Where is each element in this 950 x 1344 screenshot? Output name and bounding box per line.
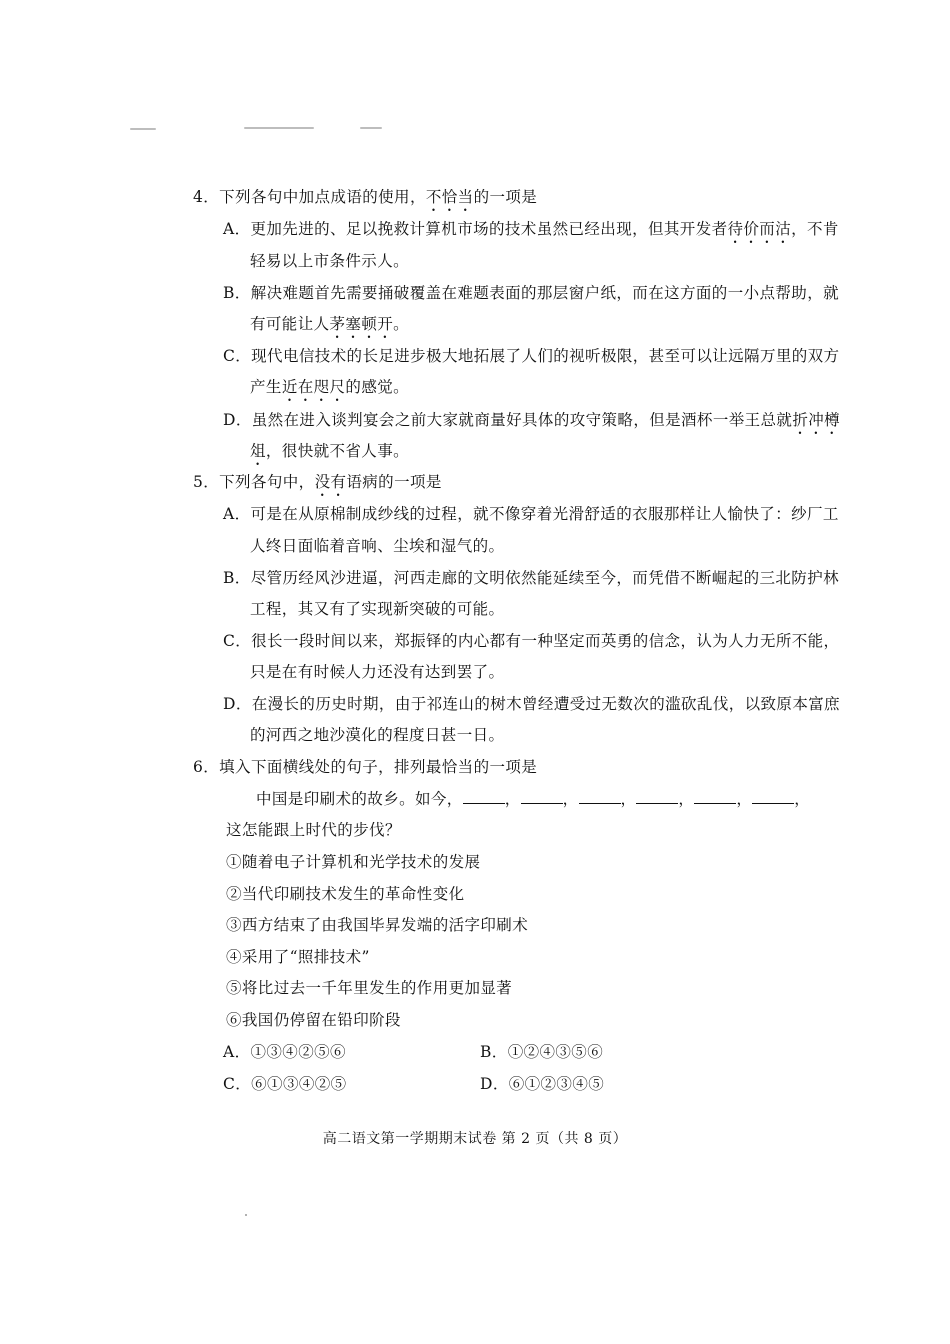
question-6-choice-c: C．⑥①③④②⑤ [223,1075,347,1093]
question-5-option-b: B．尽管历经风沙进逼，河西走廊的文明依然能延续至今，而凭借不断崛起的三北防护林 [223,569,839,587]
emphasis-text: 没有 [314,473,347,491]
question-6-passage-end: 这怎能跟上时代的步伐？ [226,821,401,839]
question-5-stem: 5．下列各句中，没有语病的一项是 [193,473,442,491]
page-footer: 高二语文第一学期期末试卷 第 2 页（共 8 页） [322,1131,628,1147]
emphasis-text: 近在咫尺 [281,378,346,396]
answer-blank [463,789,505,804]
question-6-choice-d: D．⑥①②③④⑤ [480,1075,605,1093]
answer-blank [521,789,563,804]
emphasis-text: 待价而沽 [727,220,792,238]
scan-artifact [245,1214,247,1216]
question-6-choice-b: B．①②④③⑤⑥ [480,1043,604,1061]
scan-artifact [360,127,382,129]
question-6-item: ①随着电子计算机和光学技术的发展 [226,853,481,871]
question-4-option-d: D．虽然在进入谈判宴会之前大家就商量好具体的攻守策略，但是酒杯一举王总就折冲樽 [223,411,841,429]
question-6-choice-a: A．①③④②⑤⑥ [223,1043,346,1061]
answer-blank [636,789,678,804]
question-6-item: ⑤将比过去一千年里发生的作用更加显著 [226,979,513,997]
question-6-passage: 中国是印刷术的故乡。如今， ， ， ， ， ， ， [256,790,811,808]
emphasis-text: 俎 [250,442,266,460]
emphasis-text: 折冲樽 [792,411,841,429]
answer-blank [694,789,736,804]
question-5-option-a-continued: 人终日面临着音响、尘埃和湿气的。 [250,537,505,555]
question-4-option-a-continued: 轻易以上市条件示人。 [250,252,410,270]
question-5-option-c-continued: 只是在有时候人力还没有达到罢了。 [250,663,505,681]
question-5-option-c: C．很长一段时间以来，郑振铎的内心都有一种坚定而英勇的信念，认为人力无所不能， [223,632,840,650]
scan-artifact [244,127,314,129]
question-6-item: ②当代印刷技术发生的革命性变化 [226,885,465,903]
emphasis-text: 不恰当 [425,188,474,206]
question-4-option-c: C．现代电信技术的长足进步极大地拓展了人们的视听极限，甚至可以让远隔万里的双方 [223,347,840,365]
answer-blank [752,789,794,804]
question-6-item: ④采用了“照排技术” [226,948,370,966]
question-4-option-a: A．更加先进的、足以挽救计算机市场的技术虽然已经出现，但其开发者待价而沽，不肯 [223,220,839,238]
question-5-option-d-continued: 的河西之地沙漠化的程度日甚一日。 [250,726,505,744]
question-6-stem: 6．填入下面横线处的句子，排列最恰当的一项是 [193,758,538,776]
question-4-option-d-continued: 俎，很快就不省人事。 [250,442,410,460]
question-5-option-b-continued: 工程，其又有了实现新突破的可能。 [250,600,505,618]
answer-blank [579,789,621,804]
question-6-item: ⑥我国仍停留在铅印阶段 [226,1011,401,1029]
question-5-option-a: A．可是在从原棉制成纱线的过程，就不像穿着光滑舒适的衣服那样让人愉快了：纱厂工 [223,505,839,523]
scan-artifact [130,128,156,130]
question-4-option-c-continued: 产生近在咫尺的感觉。 [250,378,410,396]
question-6-item: ③西方结束了由我国毕昇发端的活字印刷术 [226,916,529,934]
emphasis-text: 茅塞顿开 [329,315,394,333]
question-5-option-d: D．在漫长的历史时期，由于祁连山的树木曾经遭受过无数次的滥砍乱伐，以致原本富庶 [223,695,841,713]
question-4-option-b-continued: 有可能让人茅塞顿开。 [250,315,410,333]
question-4-stem: 4．下列各句中加点成语的使用，不恰当的一项是 [193,188,538,206]
question-4-option-b: B．解决难题首先需要捅破覆盖在难题表面的那层窗户纸，而在这方面的一小点帮助，就 [223,284,839,302]
